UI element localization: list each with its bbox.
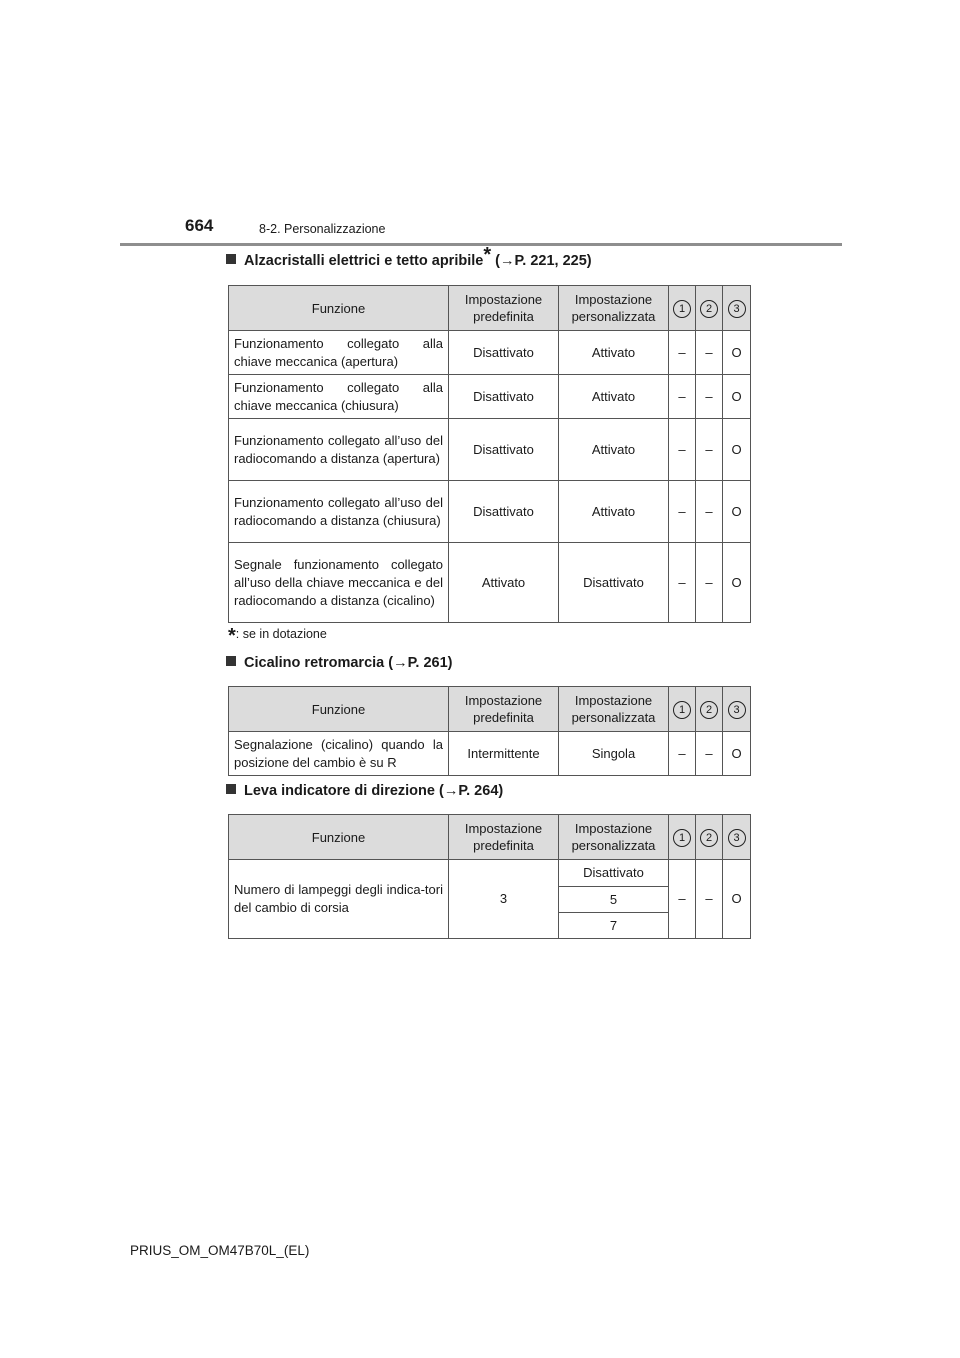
col-header-1 bbox=[669, 286, 696, 331]
cell-col-3: O bbox=[723, 375, 751, 419]
cell-col-3: O bbox=[723, 732, 751, 776]
col-header-function: Funzione bbox=[229, 687, 449, 732]
table-row bbox=[229, 543, 751, 623]
table-row bbox=[229, 331, 751, 375]
col-header-1 bbox=[669, 815, 696, 860]
cell-col-3: O bbox=[723, 543, 751, 623]
table-row bbox=[229, 860, 751, 887]
circled-number-3: 3 bbox=[728, 701, 746, 719]
col-header-2 bbox=[696, 286, 723, 331]
circled-number-2: 2 bbox=[700, 701, 718, 719]
document-code: PRIUS_OM_OM47B70L_(EL) bbox=[130, 1243, 310, 1258]
cell-custom-option: Disattivato bbox=[559, 860, 669, 887]
section-heading-reverse-buzzer bbox=[226, 655, 452, 671]
cell-function: Numero di lampeggi degli indica-tori del cambio di corsia bbox=[229, 860, 449, 939]
circled-number-3: 3 bbox=[728, 300, 746, 318]
asterisk-mark: * bbox=[483, 244, 492, 266]
cell-col-2: – bbox=[696, 375, 723, 419]
col-header-3 bbox=[723, 286, 751, 331]
cell-col-3: O bbox=[723, 860, 751, 939]
cell-col-1: – bbox=[669, 481, 696, 543]
col-header-function: Funzione bbox=[229, 286, 449, 331]
cell-function: Funzionamento collegato all’uso del radiocomando a distanza (apertura) bbox=[229, 419, 449, 481]
col-header-3 bbox=[723, 687, 751, 732]
col-header-1 bbox=[669, 687, 696, 732]
cell-default: Disattivato bbox=[449, 481, 559, 543]
cell-custom-option: 5 bbox=[559, 887, 669, 913]
footnote bbox=[228, 625, 327, 648]
cell-custom: Attivato bbox=[559, 419, 669, 481]
col-header-function: Funzione bbox=[229, 815, 449, 860]
settings-table-power-windows bbox=[228, 285, 751, 623]
cell-custom-option: 7 bbox=[559, 913, 669, 939]
circled-number-2: 2 bbox=[700, 300, 718, 318]
footnote-text: : se in dotazione bbox=[235, 627, 327, 641]
cell-custom: Attivato bbox=[559, 375, 669, 419]
cell-default: Attivato bbox=[449, 543, 559, 623]
table-header-row bbox=[229, 687, 751, 732]
table-header-row bbox=[229, 815, 751, 860]
section-heading-turn-signal bbox=[226, 783, 503, 799]
section-title: 8-2. Personalizzazione bbox=[259, 222, 386, 236]
cell-col-1: – bbox=[669, 543, 696, 623]
circled-number-1: 1 bbox=[673, 300, 691, 318]
cell-default: 3 bbox=[449, 860, 559, 939]
circled-number-2: 2 bbox=[700, 829, 718, 847]
table-row bbox=[229, 375, 751, 419]
cell-default: Disattivato bbox=[449, 375, 559, 419]
col-header-default: Impostazione predefinita bbox=[449, 815, 559, 860]
cell-function: Segnale funzionamento collegato all’uso della chiave meccanica e del radiocomando a distanza (cicalino) bbox=[229, 543, 449, 623]
page-number: 664 bbox=[185, 216, 214, 235]
square-bullet-icon bbox=[226, 784, 236, 794]
header-rule bbox=[120, 243, 842, 246]
heading-title: Leva indicatore di direzione bbox=[244, 783, 435, 799]
cell-col-3: O bbox=[723, 419, 751, 481]
circled-number-1: 1 bbox=[673, 829, 691, 847]
cell-col-2: – bbox=[696, 481, 723, 543]
cell-default: Disattivato bbox=[449, 331, 559, 375]
table-header-row bbox=[229, 286, 751, 331]
cell-function: Segnalazione (cicalino) quando la posizione del cambio è su R bbox=[229, 732, 449, 776]
col-header-custom: Impostazione personalizzata bbox=[559, 286, 669, 331]
heading-title: Alzacristalli elettrici e tetto apribile bbox=[244, 253, 484, 269]
circled-number-3: 3 bbox=[728, 829, 746, 847]
heading-title: Cicalino retromarcia bbox=[244, 655, 385, 671]
cell-custom: Disattivato bbox=[559, 543, 669, 623]
cell-function: Funzionamento collegato all’uso del radiocomando a distanza (chiusura) bbox=[229, 481, 449, 543]
col-header-default: Impostazione predefinita bbox=[449, 286, 559, 331]
col-header-2 bbox=[696, 687, 723, 732]
col-header-custom: Impostazione personalizzata bbox=[559, 687, 669, 732]
col-header-2 bbox=[696, 815, 723, 860]
heading-ref: (→P. 264) bbox=[434, 783, 504, 799]
circled-number-1: 1 bbox=[673, 701, 691, 719]
cell-default: Disattivato bbox=[449, 419, 559, 481]
heading-ref: (→P. 261) bbox=[384, 655, 453, 671]
cell-col-2: – bbox=[696, 419, 723, 481]
col-header-default: Impostazione predefinita bbox=[449, 687, 559, 732]
footnote-asterisk: * bbox=[228, 625, 236, 647]
cell-col-1: – bbox=[669, 375, 696, 419]
table-row bbox=[229, 481, 751, 543]
heading-ref: (→P. 221, 225) bbox=[491, 253, 592, 269]
cell-col-1: – bbox=[669, 331, 696, 375]
table-row bbox=[229, 419, 751, 481]
cell-function: Funzionamento collegato alla chiave meccanica (apertura) bbox=[229, 331, 449, 375]
cell-col-1: – bbox=[669, 860, 696, 939]
cell-col-2: – bbox=[696, 732, 723, 776]
cell-col-1: – bbox=[669, 732, 696, 776]
table-row bbox=[229, 732, 751, 776]
cell-custom: Singola bbox=[559, 732, 669, 776]
square-bullet-icon bbox=[226, 656, 236, 666]
square-bullet-icon bbox=[226, 254, 236, 264]
cell-col-2: – bbox=[696, 331, 723, 375]
cell-col-3: O bbox=[723, 331, 751, 375]
cell-custom: Attivato bbox=[559, 331, 669, 375]
cell-col-3: O bbox=[723, 481, 751, 543]
cell-default: Intermittente bbox=[449, 732, 559, 776]
cell-col-1: – bbox=[669, 419, 696, 481]
cell-custom: Attivato bbox=[559, 481, 669, 543]
col-header-custom: Impostazione personalizzata bbox=[559, 815, 669, 860]
settings-table-reverse-buzzer bbox=[228, 686, 751, 776]
cell-col-2: – bbox=[696, 860, 723, 939]
cell-function: Funzionamento collegato alla chiave meccanica (chiusura) bbox=[229, 375, 449, 419]
settings-table-turn-signal bbox=[228, 814, 751, 939]
col-header-3 bbox=[723, 815, 751, 860]
section-heading-power-windows bbox=[226, 244, 592, 269]
cell-col-2: – bbox=[696, 543, 723, 623]
